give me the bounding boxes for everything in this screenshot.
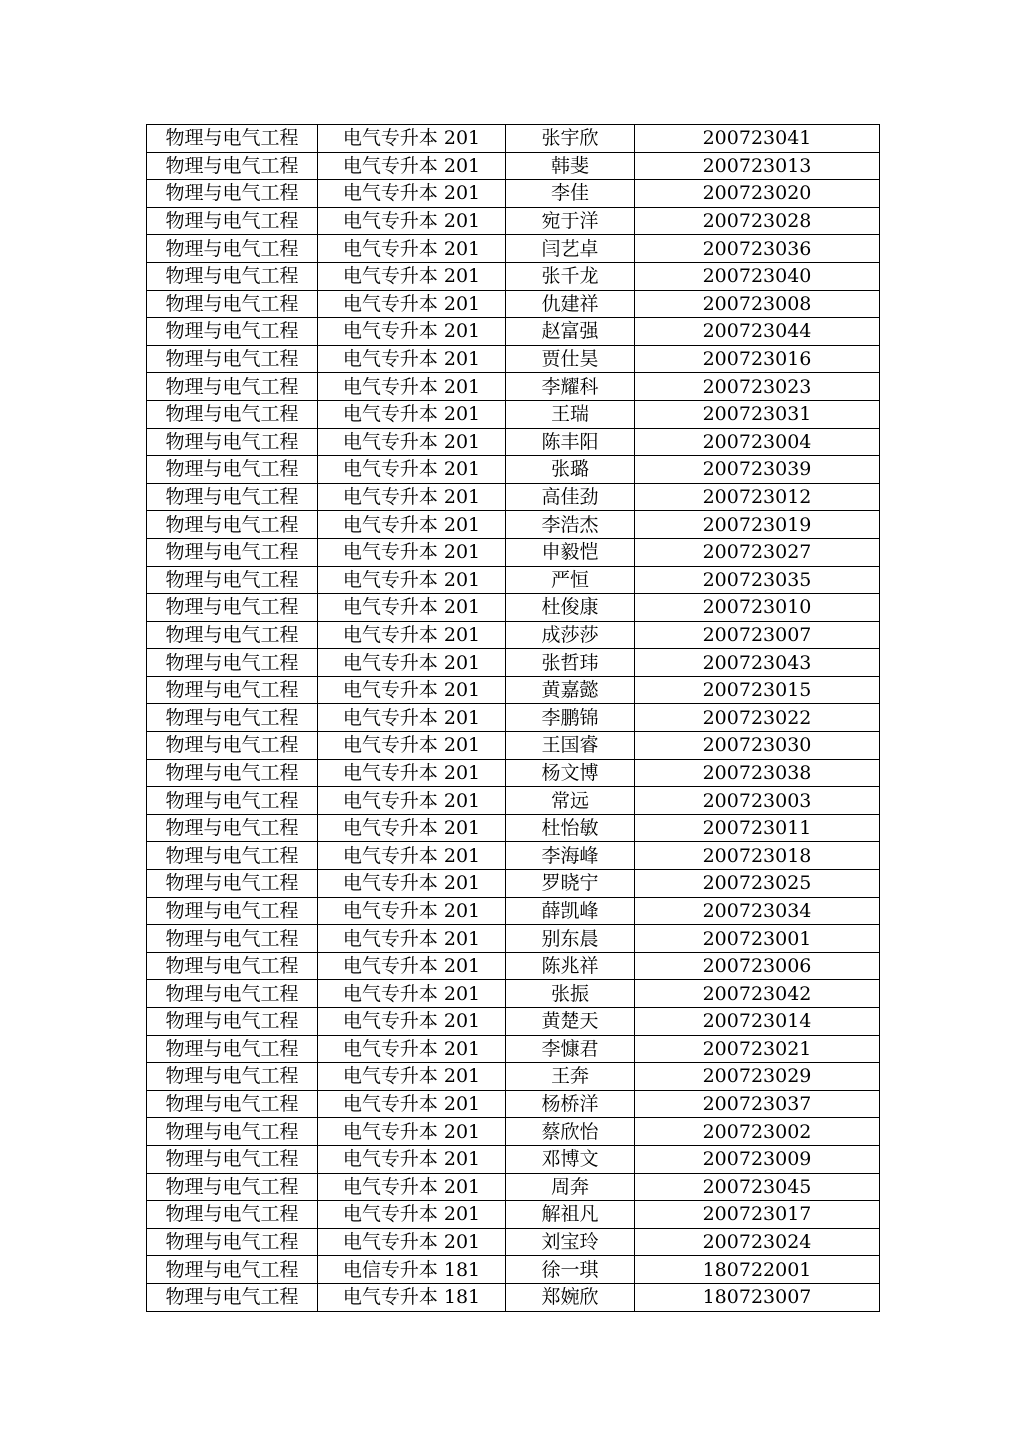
table-row [147,1035,880,1063]
table-row [147,373,880,401]
college-cell: 物理与电气工程 [147,1228,318,1256]
college-cell: 物理与电气工程 [147,925,318,953]
table-row [147,732,880,760]
college-cell: 物理与电气工程 [147,207,318,235]
table-row [147,980,880,1008]
class-cell: 电气专升本 201 [318,125,506,153]
student-id-cell: 180722001 [635,1256,880,1284]
class-cell: 电气专升本 201 [318,152,506,180]
student-roster-table [146,124,880,1312]
student-id-cell: 200723008 [635,290,880,318]
class-cell: 电气专升本 201 [318,290,506,318]
student-id-cell: 200723006 [635,952,880,980]
table-row [147,262,880,290]
table-row [147,1090,880,1118]
class-cell: 电气专升本 201 [318,925,506,953]
class-cell: 电气专升本 201 [318,180,506,208]
class-cell: 电信专升本 181 [318,1256,506,1284]
student-name-cell: 高佳劲 [506,483,635,511]
student-name-cell: 黄嘉懿 [506,676,635,704]
college-cell: 物理与电气工程 [147,842,318,870]
table-row [147,125,880,153]
college-cell: 物理与电气工程 [147,152,318,180]
student-id-cell: 180723007 [635,1283,880,1311]
student-id-cell: 200723012 [635,483,880,511]
class-cell: 电气专升本 201 [318,318,506,346]
class-cell: 电气专升本 201 [318,538,506,566]
student-id-cell: 200723020 [635,180,880,208]
college-cell: 物理与电气工程 [147,456,318,484]
college-cell: 物理与电气工程 [147,980,318,1008]
class-cell: 电气专升本 201 [318,456,506,484]
college-cell: 物理与电气工程 [147,594,318,622]
table-row [147,235,880,263]
college-cell: 物理与电气工程 [147,1035,318,1063]
student-id-cell: 200723027 [635,538,880,566]
class-cell: 电气专升本 201 [318,842,506,870]
student-id-cell: 200723007 [635,621,880,649]
table-row [147,318,880,346]
student-id-cell: 200723001 [635,925,880,953]
student-id-cell: 200723040 [635,262,880,290]
college-cell: 物理与电气工程 [147,814,318,842]
student-id-cell: 200723002 [635,1118,880,1146]
student-id-cell: 200723025 [635,870,880,898]
class-cell: 电气专升本 201 [318,1228,506,1256]
student-id-cell: 200723038 [635,759,880,787]
table-row [147,1063,880,1091]
student-name-cell: 薛凯峰 [506,897,635,925]
student-id-cell: 200723010 [635,594,880,622]
student-name-cell: 张宇欣 [506,125,635,153]
student-id-cell: 200723031 [635,400,880,428]
college-cell: 物理与电气工程 [147,180,318,208]
college-cell: 物理与电气工程 [147,1145,318,1173]
table-row [147,1201,880,1229]
student-name-cell: 张振 [506,980,635,1008]
table-row [147,814,880,842]
college-cell: 物理与电气工程 [147,318,318,346]
student-name-cell: 杨桥洋 [506,1090,635,1118]
student-id-cell: 200723022 [635,704,880,732]
student-id-cell: 200723019 [635,511,880,539]
college-cell: 物理与电气工程 [147,952,318,980]
table-row [147,428,880,456]
table-row [147,870,880,898]
college-cell: 物理与电气工程 [147,704,318,732]
student-name-cell: 贾仕昊 [506,345,635,373]
student-name-cell: 闫艺卓 [506,235,635,263]
student-id-cell: 200723029 [635,1063,880,1091]
college-cell: 物理与电气工程 [147,759,318,787]
college-cell: 物理与电气工程 [147,262,318,290]
college-cell: 物理与电气工程 [147,345,318,373]
student-name-cell: 李慷君 [506,1035,635,1063]
student-name-cell: 王国睿 [506,732,635,760]
table-row [147,538,880,566]
student-id-cell: 200723034 [635,897,880,925]
student-id-cell: 200723028 [635,207,880,235]
student-name-cell: 陈丰阳 [506,428,635,456]
student-name-cell: 宛于洋 [506,207,635,235]
class-cell: 电气专升本 201 [318,814,506,842]
class-cell: 电气专升本 201 [318,621,506,649]
table-row [147,483,880,511]
student-name-cell: 王瑞 [506,400,635,428]
student-id-cell: 200723037 [635,1090,880,1118]
college-cell: 物理与电气工程 [147,897,318,925]
table-row [147,925,880,953]
class-cell: 电气专升本 201 [318,345,506,373]
class-cell: 电气专升本 201 [318,594,506,622]
college-cell: 物理与电气工程 [147,566,318,594]
table-row [147,649,880,677]
table-row [147,1283,880,1311]
class-cell: 电气专升本 201 [318,235,506,263]
student-name-cell: 蔡欣怡 [506,1118,635,1146]
college-cell: 物理与电气工程 [147,1256,318,1284]
table-row [147,676,880,704]
student-name-cell: 李海峰 [506,842,635,870]
class-cell: 电气专升本 201 [318,870,506,898]
student-id-cell: 200723035 [635,566,880,594]
student-id-cell: 200723009 [635,1145,880,1173]
class-cell: 电气专升本 201 [318,262,506,290]
college-cell: 物理与电气工程 [147,787,318,815]
college-cell: 物理与电气工程 [147,400,318,428]
student-id-cell: 200723018 [635,842,880,870]
student-name-cell: 仇建祥 [506,290,635,318]
student-name-cell: 徐一琪 [506,1256,635,1284]
college-cell: 物理与电气工程 [147,1173,318,1201]
student-name-cell: 赵富强 [506,318,635,346]
class-cell: 电气专升本 201 [318,787,506,815]
table-row [147,152,880,180]
college-cell: 物理与电气工程 [147,428,318,456]
table-row [147,1173,880,1201]
class-cell: 电气专升本 201 [318,1173,506,1201]
college-cell: 物理与电气工程 [147,235,318,263]
table-row [147,787,880,815]
class-cell: 电气专升本 201 [318,759,506,787]
student-name-cell: 李耀科 [506,373,635,401]
student-id-cell: 200723021 [635,1035,880,1063]
student-name-cell: 张哲玮 [506,649,635,677]
student-name-cell: 常远 [506,787,635,815]
student-id-cell: 200723011 [635,814,880,842]
class-cell: 电气专升本 201 [318,676,506,704]
table-row [147,345,880,373]
table-row [147,180,880,208]
table-row [147,897,880,925]
student-name-cell: 李佳 [506,180,635,208]
student-id-cell: 200723030 [635,732,880,760]
student-id-cell: 200723017 [635,1201,880,1229]
class-cell: 电气专升本 201 [318,980,506,1008]
table-row [147,621,880,649]
student-name-cell: 郑婉欣 [506,1283,635,1311]
college-cell: 物理与电气工程 [147,621,318,649]
student-id-cell: 200723043 [635,649,880,677]
student-name-cell: 成莎莎 [506,621,635,649]
table-row [147,511,880,539]
student-id-cell: 200723045 [635,1173,880,1201]
student-name-cell: 周奔 [506,1173,635,1201]
college-cell: 物理与电气工程 [147,732,318,760]
student-name-cell: 张千龙 [506,262,635,290]
class-cell: 电气专升本 201 [318,483,506,511]
student-name-cell: 李浩杰 [506,511,635,539]
student-name-cell: 杨文博 [506,759,635,787]
student-name-cell: 陈兆祥 [506,952,635,980]
student-name-cell: 李鹏锦 [506,704,635,732]
table-row [147,759,880,787]
table-row [147,1228,880,1256]
class-cell: 电气专升本 181 [318,1283,506,1311]
table-row [147,400,880,428]
college-cell: 物理与电气工程 [147,1118,318,1146]
student-id-cell: 200723004 [635,428,880,456]
table-row [147,1008,880,1036]
student-id-cell: 200723016 [635,345,880,373]
class-cell: 电气专升本 201 [318,566,506,594]
college-cell: 物理与电气工程 [147,125,318,153]
table-row [147,1118,880,1146]
table-row [147,952,880,980]
class-cell: 电气专升本 201 [318,1201,506,1229]
student-id-cell: 200723039 [635,456,880,484]
college-cell: 物理与电气工程 [147,676,318,704]
class-cell: 电气专升本 201 [318,649,506,677]
student-id-cell: 200723044 [635,318,880,346]
table-row [147,1256,880,1284]
class-cell: 电气专升本 201 [318,207,506,235]
table-row [147,704,880,732]
student-name-cell: 申毅恺 [506,538,635,566]
class-cell: 电气专升本 201 [318,1118,506,1146]
table-row [147,456,880,484]
student-id-cell: 200723036 [635,235,880,263]
student-id-cell: 200723013 [635,152,880,180]
student-name-cell: 王奔 [506,1063,635,1091]
class-cell: 电气专升本 201 [318,428,506,456]
table-row [147,842,880,870]
class-cell: 电气专升本 201 [318,897,506,925]
college-cell: 物理与电气工程 [147,511,318,539]
college-cell: 物理与电气工程 [147,870,318,898]
college-cell: 物理与电气工程 [147,1283,318,1311]
student-id-cell: 200723042 [635,980,880,1008]
student-name-cell: 张璐 [506,456,635,484]
class-cell: 电气专升本 201 [318,1145,506,1173]
student-name-cell: 别东晨 [506,925,635,953]
class-cell: 电气专升本 201 [318,1090,506,1118]
class-cell: 电气专升本 201 [318,704,506,732]
college-cell: 物理与电气工程 [147,1090,318,1118]
table-row [147,207,880,235]
student-name-cell: 邓博文 [506,1145,635,1173]
class-cell: 电气专升本 201 [318,952,506,980]
class-cell: 电气专升本 201 [318,511,506,539]
college-cell: 物理与电气工程 [147,1008,318,1036]
student-id-cell: 200723023 [635,373,880,401]
class-cell: 电气专升本 201 [318,1035,506,1063]
table-row [147,594,880,622]
table-row [147,290,880,318]
student-name-cell: 杜怡敏 [506,814,635,842]
college-cell: 物理与电气工程 [147,1063,318,1091]
student-name-cell: 杜俊康 [506,594,635,622]
student-id-cell: 200723014 [635,1008,880,1036]
class-cell: 电气专升本 201 [318,1063,506,1091]
college-cell: 物理与电气工程 [147,290,318,318]
college-cell: 物理与电气工程 [147,538,318,566]
table-row [147,1145,880,1173]
class-cell: 电气专升本 201 [318,1008,506,1036]
student-name-cell: 严恒 [506,566,635,594]
student-name-cell: 韩斐 [506,152,635,180]
student-id-cell: 200723041 [635,125,880,153]
student-name-cell: 刘宝玲 [506,1228,635,1256]
college-cell: 物理与电气工程 [147,373,318,401]
class-cell: 电气专升本 201 [318,373,506,401]
class-cell: 电气专升本 201 [318,400,506,428]
student-name-cell: 解祖凡 [506,1201,635,1229]
college-cell: 物理与电气工程 [147,1201,318,1229]
roster-body [147,125,880,1312]
class-cell: 电气专升本 201 [318,732,506,760]
student-name-cell: 黄楚天 [506,1008,635,1036]
college-cell: 物理与电气工程 [147,483,318,511]
student-id-cell: 200723024 [635,1228,880,1256]
student-name-cell: 罗晓宁 [506,870,635,898]
student-id-cell: 200723003 [635,787,880,815]
college-cell: 物理与电气工程 [147,649,318,677]
student-id-cell: 200723015 [635,676,880,704]
table-row [147,566,880,594]
